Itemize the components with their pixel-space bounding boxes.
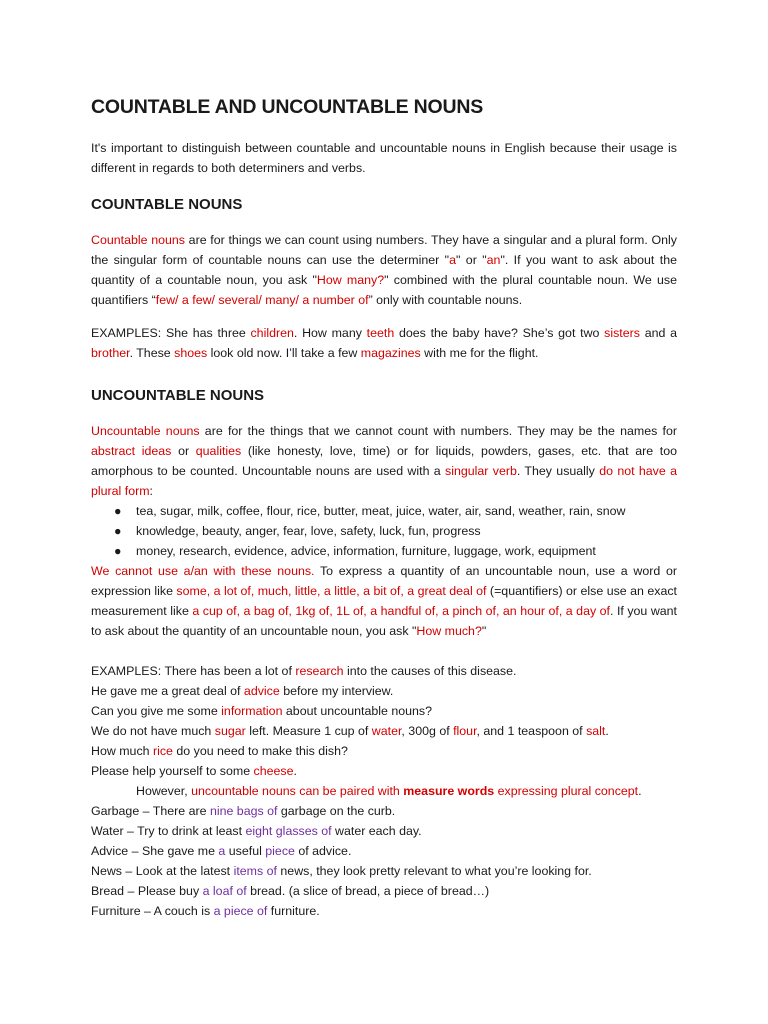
text-segment: Can you give me some [91, 704, 222, 718]
text-segment: bread. (a slice of bread, a piece of bread…) [246, 884, 490, 898]
measure-example-line [91, 841, 677, 861]
uncountable-quantity-paragraph [91, 561, 677, 641]
text-segment: . [605, 724, 609, 738]
example-line [91, 721, 677, 741]
text-segment: Please help yourself to some [91, 764, 254, 778]
text-segment: of advice. [294, 844, 352, 858]
text-segment: ". If you want to ask about the quantity of a countable noun, you ask " [91, 253, 677, 287]
uncountable-heading: UNCOUNTABLE NOUNS [91, 387, 265, 404]
text-segment: . [638, 784, 642, 798]
uncountable-quantifiers: some, a lot of, much, little, a little, a bit of, a great deal of [176, 584, 487, 598]
text-segment: Furniture – A couch is [91, 904, 214, 918]
text-segment: . They usually [516, 464, 600, 478]
measure-example-line [91, 821, 677, 841]
text-segment: How much [91, 744, 153, 758]
uncountable-definition-paragraph [91, 421, 677, 501]
measure-example-line [91, 861, 677, 881]
example-noun: shoes [174, 346, 208, 360]
countable-quantifiers: few/ a few/ several/ many/ a number of [155, 293, 369, 307]
example-noun: salt [586, 724, 606, 738]
text-segment: , 300g of [401, 724, 454, 738]
example-noun: magazines [360, 346, 421, 360]
bullet-icon: ● [114, 524, 122, 538]
text-segment: ” only with countable nouns. [368, 293, 523, 307]
text-segment: EXAMPLES: She has three [91, 326, 251, 340]
text-segment: into the causes of this disease. [343, 664, 517, 678]
example-noun: advice [243, 684, 280, 698]
text-segment: before my interview. [279, 684, 394, 698]
term-countable-nouns: Countable nouns [91, 233, 185, 247]
list-item-text: tea, sugar, milk, coffee, flour, rice, butter, meat, juice, water, air, sand, weather, rain, snow [136, 504, 626, 518]
text-segment: news, they look pretty relevant to what you’re looking for. [276, 864, 592, 878]
example-line [91, 681, 677, 701]
text-segment: Water – Try to drink at least [91, 824, 246, 838]
term-abstract-ideas: abstract ideas [91, 444, 172, 458]
countable-definition-paragraph [91, 230, 677, 310]
measure-words-note [91, 781, 677, 801]
countable-heading: COUNTABLE NOUNS [91, 196, 243, 213]
measure-word: a [218, 844, 226, 858]
example-noun: sugar [214, 724, 246, 738]
text-segment: with me for the flight. [420, 346, 539, 360]
measure-word: a loaf of [202, 884, 247, 898]
text-segment: and a [639, 326, 678, 340]
highlight-text: uncountable nouns can be paired with [191, 784, 404, 798]
bullet-icon: ● [114, 504, 122, 518]
text-segment: : [149, 484, 153, 498]
example-noun: children [250, 326, 294, 340]
text-segment: " [481, 624, 487, 638]
term-uncountable-nouns: Uncountable nouns [91, 424, 200, 438]
measure-example-line [91, 801, 677, 821]
term-no-plural-form: do not have a plural form [91, 464, 677, 498]
example-noun: teeth [366, 326, 395, 340]
measure-example-line [91, 881, 677, 901]
example-line [91, 761, 677, 781]
example-noun: brother [91, 346, 130, 360]
measure-word: a piece of [213, 904, 268, 918]
text-segment: are for the things that we cannot count with numbers. They may be the names for [199, 424, 678, 438]
text-segment: . These [129, 346, 175, 360]
text-segment: left. Measure 1 cup of [245, 724, 372, 738]
example-noun: rice [152, 744, 173, 758]
text-segment: furniture. [267, 904, 320, 918]
example-noun: sisters [604, 326, 640, 340]
text-segment: News – Look at the latest [91, 864, 234, 878]
text-segment: He gave me a great deal of [91, 684, 244, 698]
list-item-text: knowledge, beauty, anger, fear, love, safety, luck, fun, progress [136, 524, 481, 538]
text-segment: does the baby have? She’s got two [394, 326, 605, 340]
bullet-icon: ● [114, 544, 122, 558]
text-segment: However, [136, 784, 192, 798]
question-how-many: How many? [316, 273, 385, 287]
question-how-much: How much? [416, 624, 482, 638]
text-segment: Garbage – There are [91, 804, 210, 818]
example-line [91, 701, 677, 721]
list-item-text: money, research, evidence, advice, information, furniture, luggage, work, equipment [136, 544, 596, 558]
text-segment: or [171, 444, 196, 458]
text-segment: water each day. [331, 824, 422, 838]
countable-examples-paragraph [91, 323, 677, 363]
text-segment: . How many [293, 326, 367, 340]
measure-word: nine bags of [209, 804, 278, 818]
highlight-text: expressing plural concept [494, 784, 639, 798]
text-segment: Bread – Please buy [91, 884, 203, 898]
list-item [91, 501, 677, 521]
text-segment: . [293, 764, 297, 778]
text-segment: useful [225, 844, 266, 858]
determiner-a: a [449, 253, 456, 267]
text-segment: are for things we can count using numbers. They have a singular and a plural form. Only the singular form of countable nouns can use the determiner " [91, 233, 677, 267]
uncountable-examples-list [91, 501, 677, 561]
text-segment: about uncountable nouns? [282, 704, 432, 718]
measure-example-line [91, 901, 677, 921]
text-segment: EXAMPLES: There has been a lot of [91, 664, 296, 678]
measure-word: piece [265, 844, 295, 858]
page-title: COUNTABLE AND UNCOUNTABLE NOUNS [91, 96, 484, 118]
text-segment: We do not have much [91, 724, 215, 738]
text-segment: do you need to make this dish? [172, 744, 348, 758]
example-noun: water [371, 724, 402, 738]
example-line [91, 661, 677, 681]
text-segment: " combined with the plural countable noun. We use quantifiers “ [91, 273, 678, 307]
example-line [91, 741, 677, 761]
list-item [91, 541, 677, 561]
term-measure-words: measure words [403, 784, 495, 798]
text-segment: " or " [456, 253, 487, 267]
example-noun: information [221, 704, 283, 718]
text-segment: look old now. I’ll take a few [207, 346, 361, 360]
text-segment: . If you want to ask about the quantity of an uncountable noun, you ask " [91, 604, 677, 638]
text-segment: , and 1 teaspoon of [476, 724, 587, 738]
text-segment: garbage on the curb. [277, 804, 396, 818]
term-qualities: qualities [195, 444, 242, 458]
text-segment: (=quantifiers) or else use an exact measurement like [91, 584, 677, 618]
intro-paragraph: It's important to distinguish between countable and uncountable nouns in English because their usage is different in regards to both determiners and verbs. [91, 141, 677, 175]
measure-word: items of [233, 864, 277, 878]
example-noun: flour [453, 724, 477, 738]
term-singular-verb: singular verb [445, 464, 517, 478]
example-noun: research [295, 664, 344, 678]
exact-measurements: a cup of, a bag of, 1kg of, 1L of, a handful of, a pinch of, an hour of, a day of [192, 604, 610, 618]
uncountable-examples-block [91, 661, 677, 921]
text-segment: Advice – She gave me [91, 844, 219, 858]
list-item [91, 521, 677, 541]
document-content [91, 92, 677, 921]
measure-word: eight glasses of [245, 824, 332, 838]
determiner-an: an [486, 253, 501, 267]
example-noun: cheese [253, 764, 294, 778]
rule-no-a-an: We cannot use a/an with these nouns. [91, 564, 315, 578]
text-segment: To express a quantity of an uncountable noun, use a word or expression like [91, 564, 677, 598]
text-segment: (like honesty, love, time) or for liquids, powders, gases, etc. that are too amorphous to be counted. Uncountable nouns are used with a [91, 444, 678, 478]
